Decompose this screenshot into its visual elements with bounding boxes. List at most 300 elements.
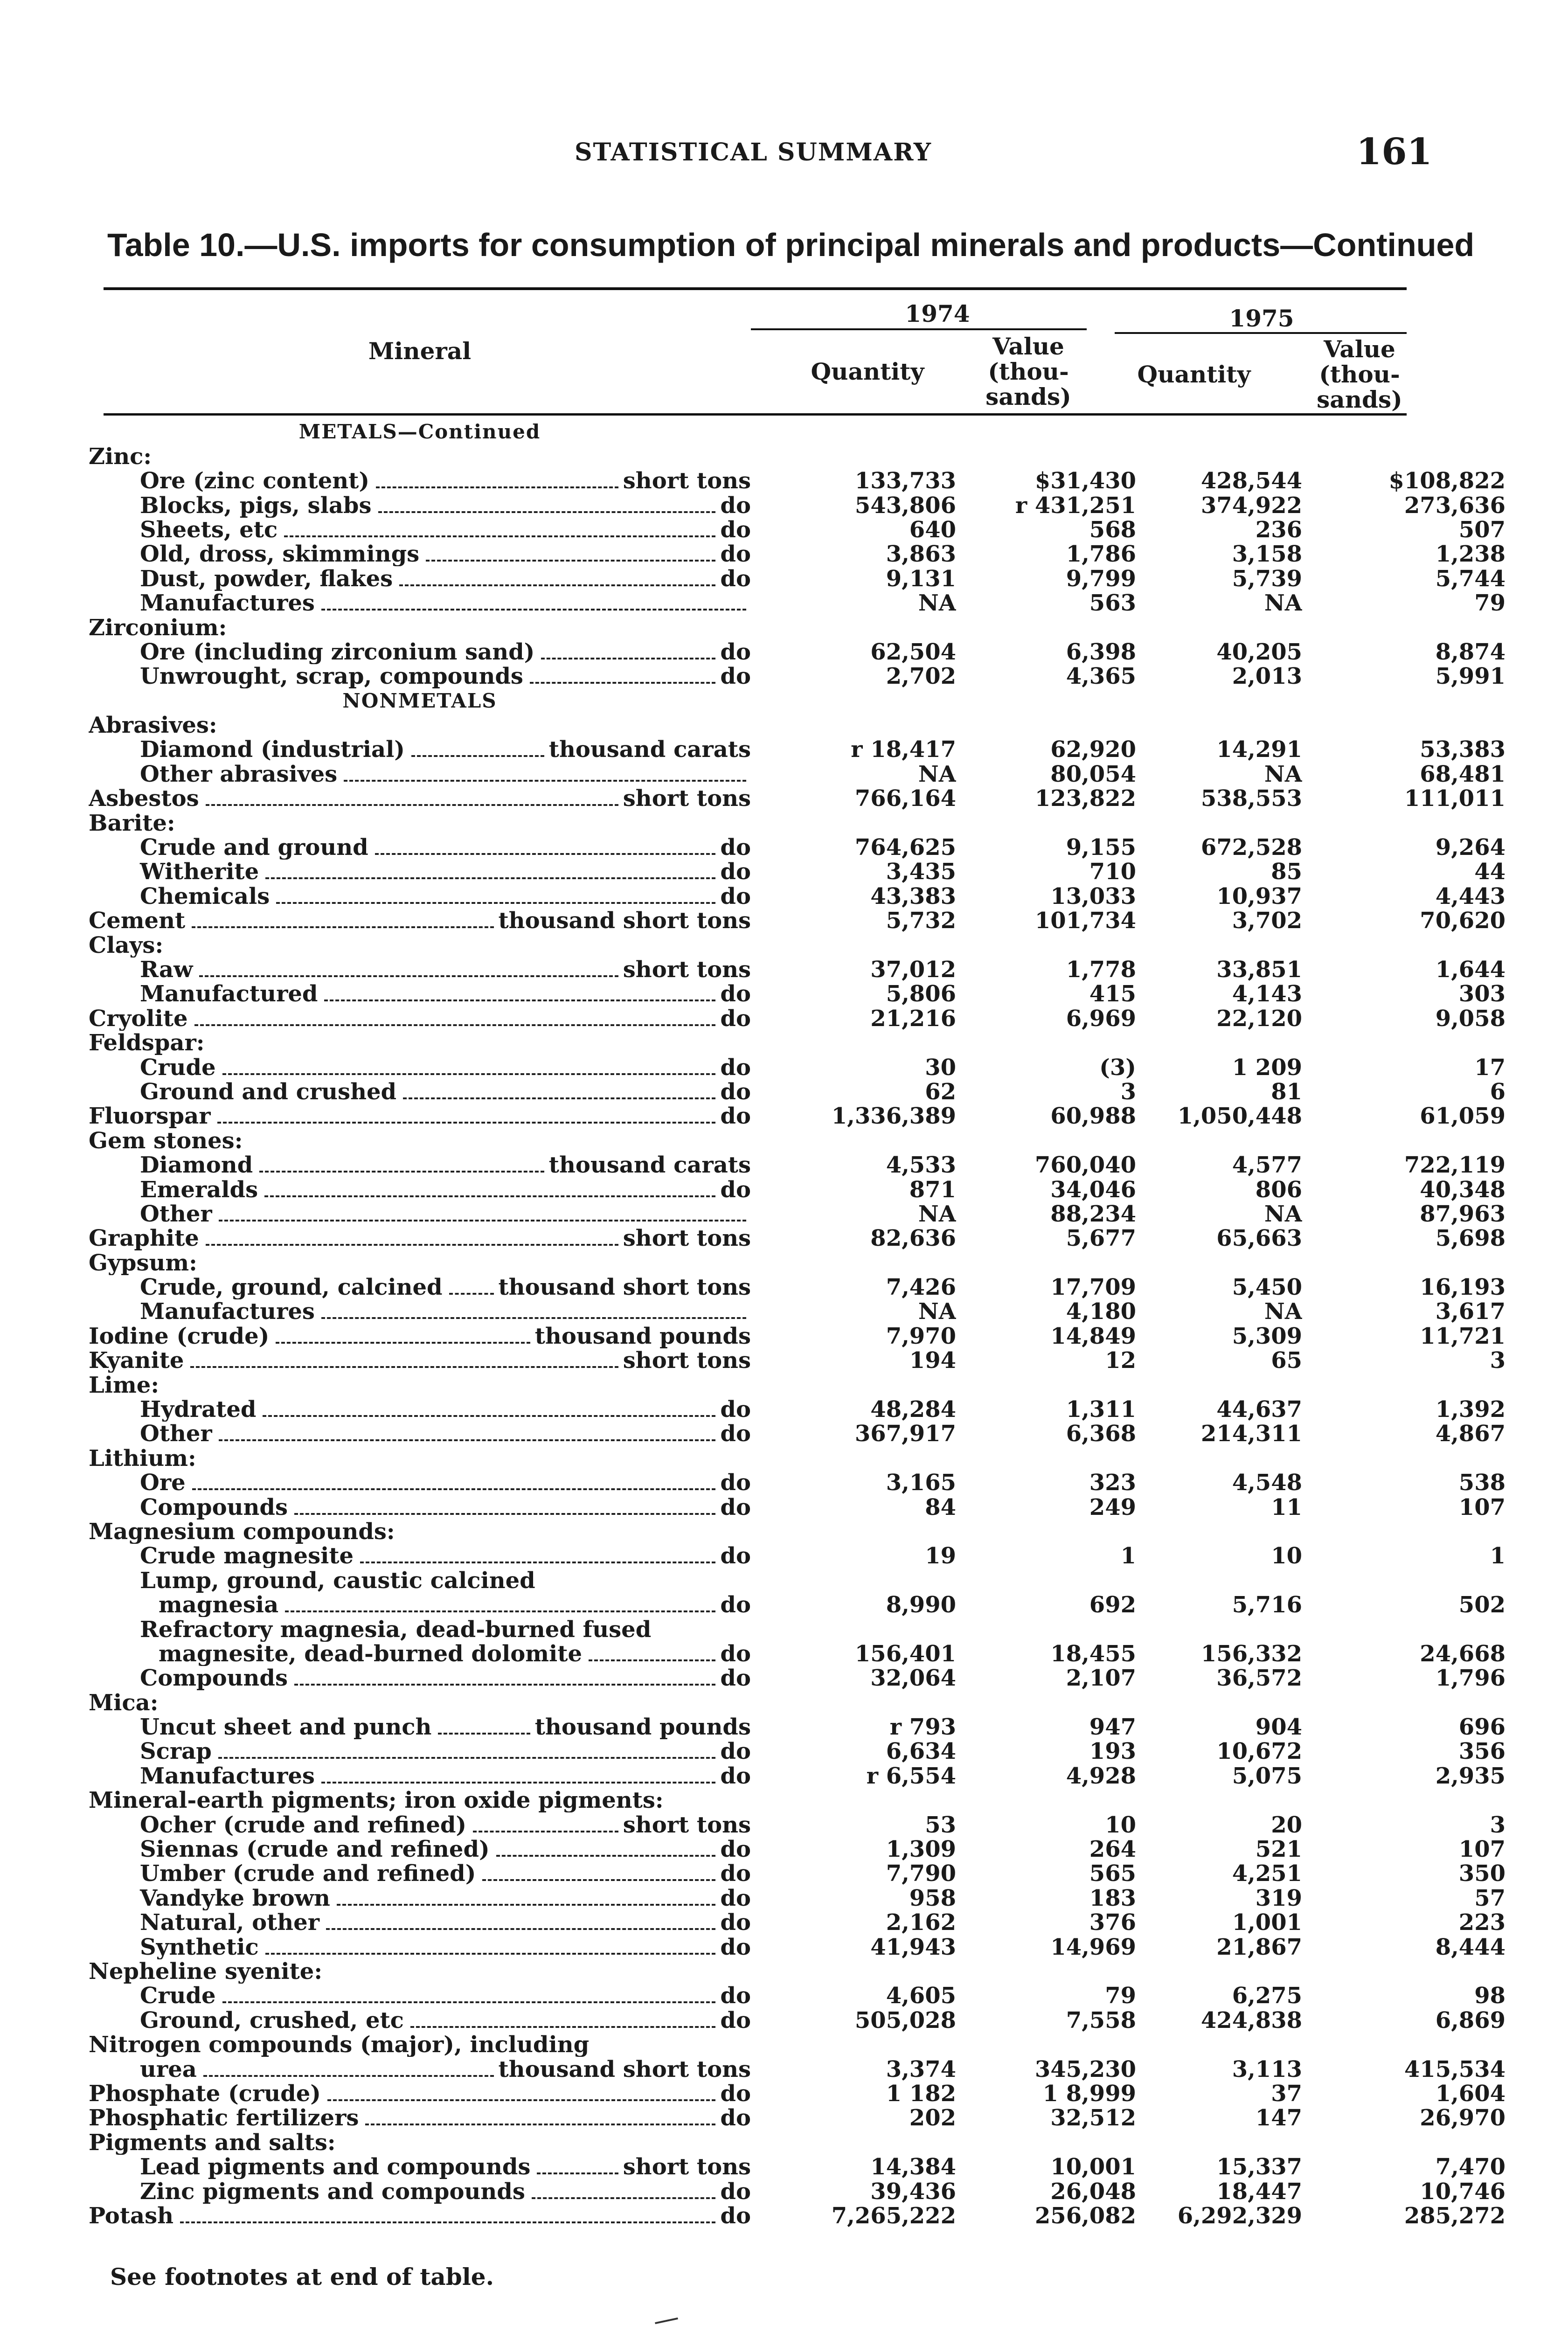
mineral-name: Siennas (crude and refined) — [140, 1837, 490, 1862]
row-label-cell — [89, 1348, 751, 1373]
mineral-name: Ore (including zirconium sand) — [140, 639, 535, 664]
row-label-cell — [89, 420, 751, 444]
value-1974-cell — [956, 1617, 1136, 1641]
row-label-cell — [89, 1177, 751, 1201]
mineral-name: Dust, powder, flakes — [140, 566, 393, 591]
value-1974-cell — [956, 1446, 1136, 1470]
value-1974-cell — [956, 1568, 1136, 1592]
quantity-1975-cell: 6,275 — [1232, 1984, 1302, 2008]
row-label-cell — [89, 688, 751, 713]
table-row-item — [89, 909, 1506, 933]
table-row-item — [89, 982, 1506, 1006]
group-heading: Lithium: — [89, 1446, 196, 1471]
leader-dots — [264, 1195, 715, 1197]
unit-label: do — [720, 2008, 751, 2033]
value-1974-cell: 17,709 — [1050, 1275, 1136, 1300]
footnote: See footnotes at end of table. — [110, 2263, 494, 2290]
mineral-name: Zinc pigments and compounds — [140, 2179, 525, 2204]
mineral-name: Witherite — [140, 860, 259, 884]
row-label-cell — [89, 469, 751, 493]
quantity-1975-cell: 65,663 — [1216, 1226, 1302, 1251]
value-1974-cell: 14,969 — [1050, 1935, 1136, 1959]
value-1974-cell: 123,822 — [1034, 786, 1136, 811]
table-row-item — [89, 1397, 1506, 1422]
mineral-name: Crude magnesite — [140, 1543, 354, 1569]
value-1975-cell — [1302, 444, 1506, 468]
unit-label: do — [720, 1422, 751, 1446]
mineral-name: Sheets, etc — [140, 517, 278, 542]
row-label-cell — [89, 762, 751, 786]
value-1975-cell: 107 — [1458, 1837, 1506, 1862]
value-1974-cell: 710 — [1089, 860, 1136, 884]
value-1975-cell: 722,119 — [1404, 1152, 1506, 1178]
quantity-1974-cell: 48,284 — [870, 1397, 956, 1422]
group-heading: Barite: — [89, 811, 175, 835]
quantity-1974-cell: 766,164 — [854, 786, 956, 811]
quantity-1974-cell: NA — [918, 1201, 956, 1226]
value-1975-cell: 1,392 — [1435, 1397, 1506, 1422]
mineral-name: Diamond — [140, 1152, 253, 1178]
row-label-cell — [89, 1886, 751, 1910]
table-row-item — [89, 1984, 1506, 2008]
mineral-name: Scrap — [140, 1739, 212, 1764]
quantity-1974-cell — [751, 420, 956, 444]
quantity-1974-cell — [751, 688, 956, 713]
unit-label: thousand short tons — [498, 2057, 751, 2082]
leader-dots — [276, 1342, 530, 1344]
mineral-name: Natural, other — [140, 1910, 320, 1935]
table-row-group — [89, 444, 1506, 468]
leader-dots — [532, 2197, 716, 2199]
table-row-item — [89, 1422, 1506, 1446]
mineral-name: Cement — [89, 908, 186, 933]
quantity-1975-cell: 538,553 — [1200, 786, 1302, 811]
row-label-cell — [89, 737, 751, 762]
quantity-1975-cell: 2,013 — [1232, 664, 1302, 689]
group-heading: Zirconium: — [89, 615, 227, 640]
table-row-text — [89, 2033, 1506, 2057]
unit-label: do — [720, 1910, 751, 1935]
unit-label: do — [720, 884, 751, 909]
row-label-cell — [89, 1520, 751, 1544]
row-label-cell — [89, 1446, 751, 1470]
leader-dots — [192, 1488, 716, 1490]
quantity-1974-cell: 37,012 — [870, 957, 956, 982]
value-1974-cell: 256,082 — [1034, 2203, 1136, 2228]
unit-label: do — [720, 1495, 751, 1520]
value-1975-cell: 502 — [1458, 1592, 1506, 1617]
value-1975-cell: 111,011 — [1404, 786, 1506, 811]
quantity-1975-cell: NA — [1264, 762, 1302, 786]
leader-dots — [294, 1513, 715, 1515]
header-value-1974-line3: sands) — [985, 383, 1071, 410]
row-label-cell — [89, 542, 751, 566]
leader-dots — [206, 804, 618, 806]
value-1975-cell: 223 — [1458, 1910, 1506, 1935]
table-row-item — [89, 1837, 1506, 1861]
value-1974-cell: 9,155 — [1066, 835, 1136, 860]
unit-label: do — [720, 541, 751, 567]
row-label-cell — [89, 2057, 751, 2081]
value-1974-cell: 10,001 — [1050, 2154, 1136, 2179]
group-heading: Clays: — [89, 933, 164, 958]
value-1975-cell: 7,470 — [1435, 2154, 1506, 2179]
row-label-cell — [89, 1666, 751, 1690]
group-heading: Mineral-earth pigments; iron oxide pigments: — [89, 1788, 664, 1813]
row-label-cell — [89, 1593, 751, 1617]
table-row-item — [89, 2008, 1506, 2032]
unit-label: do — [720, 1177, 751, 1202]
row-label-cell — [89, 2179, 751, 2203]
row-label-cell — [89, 1324, 751, 1348]
quantity-1974-cell — [751, 1373, 956, 1397]
table-row-item — [89, 1324, 1506, 1348]
quantity-1974-cell: 8,990 — [886, 1592, 956, 1617]
value-1974-cell: 88,234 — [1050, 1201, 1136, 1226]
row-label-cell — [89, 2033, 751, 2057]
row-label-cell — [89, 713, 751, 737]
quantity-1974-cell — [751, 1690, 956, 1714]
leader-dots — [326, 1928, 715, 1930]
value-1975-cell: 5,991 — [1435, 664, 1506, 689]
row-label-cell — [89, 1617, 751, 1641]
value-1974-cell — [956, 1373, 1136, 1397]
value-1975-cell: 8,444 — [1435, 1935, 1506, 1959]
header-value-1974 — [961, 334, 1096, 409]
table-row-item — [89, 1471, 1506, 1495]
row-label-cell — [89, 591, 751, 615]
table-row-item — [89, 786, 1506, 811]
row-label-cell — [89, 1128, 751, 1152]
row-label-cell — [89, 1935, 751, 1959]
value-1974-cell: 79 — [1105, 1984, 1136, 2008]
quantity-1975-cell: NA — [1264, 1201, 1302, 1226]
quantity-1974-cell — [751, 1788, 956, 1812]
table-row-item — [89, 469, 1506, 493]
quantity-1974-cell: 7,426 — [886, 1275, 956, 1300]
table-row-group — [89, 933, 1506, 957]
row-label-cell — [89, 835, 751, 860]
unit-label: short tons — [623, 2154, 751, 2179]
quantity-1974-cell — [751, 2033, 956, 2057]
quantity-1974-cell: 9,131 — [886, 566, 956, 591]
row-label-cell — [89, 1715, 751, 1739]
quantity-1974-cell: NA — [918, 1299, 956, 1324]
quantity-1975-cell — [1136, 615, 1302, 639]
quantity-1974-cell: NA — [918, 590, 956, 616]
quantity-1975-cell: 36,572 — [1216, 1666, 1302, 1691]
table-row-group — [89, 1690, 1506, 1714]
value-1975-cell: 1,796 — [1435, 1666, 1506, 1691]
value-1974-cell: 1,778 — [1066, 957, 1136, 982]
quantity-1975-cell: 1 209 — [1232, 1055, 1302, 1080]
value-1974-cell — [956, 1128, 1136, 1152]
header-quantity-1974: Quantity — [811, 358, 924, 385]
quantity-1974-cell: 871 — [909, 1177, 956, 1202]
quantity-1974-cell: 1 182 — [886, 2081, 956, 2106]
mineral-name: Ocher (crude and refined) — [140, 1812, 467, 1837]
row-label-cell — [89, 1080, 751, 1104]
value-1975-cell — [1302, 420, 1506, 444]
quantity-1974-cell — [751, 1128, 956, 1152]
quantity-1975-cell: 806 — [1255, 1177, 1302, 1202]
value-1975-cell: 3,617 — [1435, 1299, 1506, 1324]
table-title: Table 10.—U.S. imports for consumption of principal minerals and products—Continued — [107, 227, 1475, 263]
table-row-group — [89, 1373, 1506, 1397]
value-1975-cell — [1302, 1959, 1506, 1984]
quantity-1975-cell: 236 — [1255, 517, 1302, 542]
quantity-1975-cell — [1136, 1959, 1302, 1984]
quantity-1975-cell — [1136, 1690, 1302, 1714]
table-row-item — [89, 835, 1506, 860]
row-label-cell — [89, 786, 751, 811]
quantity-1975-cell: 18,447 — [1216, 2179, 1302, 2204]
quantity-1974-cell — [751, 933, 956, 957]
row-label-cell — [89, 982, 751, 1006]
quantity-1975-cell — [1136, 1446, 1302, 1470]
mineral-name: urea — [140, 2057, 197, 2082]
value-1975-cell — [1302, 1128, 1506, 1152]
leader-dots — [438, 1733, 530, 1735]
value-1975-cell: 415,534 — [1404, 2057, 1506, 2082]
row-label-cell — [89, 811, 751, 835]
unit-label: do — [720, 1886, 751, 1910]
quantity-1974-cell: 7,970 — [886, 1324, 956, 1348]
value-1975-cell: 356 — [1458, 1739, 1506, 1764]
table-row-text — [89, 1568, 1506, 1592]
mineral-name: Raw — [140, 957, 193, 982]
quantity-1975-cell: 33,851 — [1216, 957, 1302, 982]
leader-dots — [294, 1684, 715, 1686]
mineral-name: Crude, ground, calcined — [140, 1275, 443, 1300]
quantity-1975-cell — [1136, 1617, 1302, 1641]
quantity-1974-cell — [751, 1250, 956, 1275]
unit-label: short tons — [623, 468, 751, 493]
table-row-section — [89, 420, 1506, 444]
value-1975-cell: 1,238 — [1435, 541, 1506, 567]
row-label-cell — [89, 1422, 751, 1446]
quantity-1975-cell: 65 — [1271, 1348, 1302, 1373]
table-row-section — [89, 688, 1506, 713]
row-label-cell — [89, 884, 751, 908]
quantity-1975-cell: NA — [1264, 1299, 1302, 1324]
top-rule — [104, 287, 1407, 290]
mineral-name: Crude — [140, 1984, 216, 2008]
leader-dots — [449, 1293, 494, 1295]
leader-dots — [194, 1024, 716, 1026]
header-value-1975-line2: (thou- — [1319, 361, 1400, 388]
row-label-cell — [89, 2130, 751, 2154]
table-row-item — [89, 884, 1506, 908]
quantity-1975-cell: 20 — [1271, 1812, 1302, 1837]
quantity-1974-cell — [751, 615, 956, 639]
quantity-1974-cell: 133,733 — [854, 468, 956, 493]
table-row-item — [89, 2179, 1506, 2203]
table-row-item — [89, 737, 1506, 762]
row-label-cell — [89, 566, 751, 590]
table-body — [89, 420, 1506, 2228]
value-1975-cell: 61,059 — [1420, 1104, 1506, 1129]
mineral-name: Crude and ground — [140, 835, 368, 860]
unit-label: do — [720, 2179, 751, 2204]
unit-label: do — [720, 566, 751, 591]
value-1974-cell: 4,928 — [1066, 1763, 1136, 1788]
value-1974-cell — [956, 1250, 1136, 1275]
unit-label: short tons — [623, 1348, 751, 1373]
value-1974-cell — [956, 1788, 1136, 1812]
quantity-1974-cell: 156,401 — [854, 1641, 956, 1666]
mineral-name: Compounds — [140, 1495, 288, 1520]
value-1975-cell: $108,822 — [1388, 468, 1506, 493]
value-1975-cell: 1 — [1490, 1543, 1506, 1569]
value-1974-cell — [956, 2033, 1136, 2057]
value-1974-cell — [956, 713, 1136, 737]
value-1974-cell: 9,799 — [1066, 566, 1136, 591]
imports-table — [89, 420, 1506, 2228]
value-1974-cell: 80,054 — [1050, 762, 1136, 786]
value-1974-cell: 10 — [1105, 1812, 1136, 1837]
quantity-1975-cell: 10,672 — [1216, 1739, 1302, 1764]
row-label-cell — [89, 1690, 751, 1714]
quantity-1975-cell: 1,050,448 — [1177, 1104, 1302, 1129]
unit-label: do — [720, 1079, 751, 1104]
header-bottom-rule — [104, 413, 1407, 416]
table-row-item — [89, 1642, 1506, 1666]
unit-label: do — [720, 639, 751, 664]
value-1974-cell: 32,512 — [1050, 2105, 1136, 2131]
unit-label: do — [720, 981, 751, 1006]
row-label-cell — [89, 1642, 751, 1666]
table-row-item — [89, 1910, 1506, 1935]
value-1974-cell — [956, 615, 1136, 639]
value-1974-cell: 18,455 — [1050, 1641, 1136, 1666]
quantity-1975-cell: 428,544 — [1200, 468, 1302, 493]
mineral-name: Umber (crude and refined) — [140, 1861, 476, 1886]
value-1975-cell: 16,193 — [1420, 1275, 1506, 1300]
table-row-group — [89, 2130, 1506, 2154]
leader-dots — [190, 1366, 618, 1368]
leader-dots — [203, 2075, 494, 2077]
row-label-cell — [89, 1739, 751, 1763]
value-1975-cell: 79 — [1474, 590, 1506, 616]
value-1974-cell: $31,430 — [1034, 468, 1136, 493]
unit-label: do — [720, 835, 751, 860]
value-1974-cell: 1 8,999 — [1042, 2081, 1136, 2106]
value-1975-cell — [1302, 933, 1506, 957]
mineral-name: Manufactured — [140, 981, 318, 1006]
value-1975-cell: 507 — [1458, 517, 1506, 542]
value-1974-cell: 183 — [1089, 1886, 1136, 1910]
row-label-cell — [89, 1299, 751, 1324]
value-1974-cell — [956, 420, 1136, 444]
table-row-item — [89, 1593, 1506, 1617]
quantity-1974-cell: 30 — [925, 1055, 956, 1080]
table-row-text — [89, 1617, 1506, 1641]
group-heading: Nepheline syenite: — [89, 1959, 323, 1984]
value-1975-cell — [1302, 615, 1506, 639]
row-label-cell — [89, 2082, 751, 2106]
quantity-1975-cell: NA — [1264, 590, 1302, 616]
quantity-1975-cell — [1136, 1568, 1302, 1592]
value-1975-cell: 2,935 — [1435, 1763, 1506, 1788]
mineral-name: Synthetic — [140, 1935, 259, 1959]
leader-dots — [410, 2026, 716, 2028]
table-row-item — [89, 1763, 1506, 1788]
quantity-1975-cell: 521 — [1255, 1837, 1302, 1862]
quantity-1975-cell: 22,120 — [1216, 1006, 1302, 1031]
quantity-1974-cell: 5,732 — [886, 908, 956, 933]
table-row-item — [89, 1544, 1506, 1568]
value-1974-cell: 249 — [1089, 1495, 1136, 1520]
row-label-cell — [89, 933, 751, 957]
value-1975-cell: 44 — [1474, 860, 1506, 884]
value-1974-cell: 2,107 — [1066, 1666, 1136, 1691]
table-row-item — [89, 1861, 1506, 1886]
leader-dots — [360, 1562, 715, 1563]
value-1974-cell: 3 — [1120, 1079, 1136, 1104]
quantity-1974-cell: 6,634 — [886, 1739, 956, 1764]
row-label-cell — [89, 640, 751, 664]
value-1975-cell: 350 — [1458, 1861, 1506, 1886]
leader-dots — [537, 2172, 618, 2174]
value-1975-cell: 3 — [1490, 1812, 1506, 1837]
value-1975-cell: 68,481 — [1420, 762, 1506, 786]
table-row-group — [89, 713, 1506, 737]
row-label-cell — [89, 2204, 751, 2228]
table-row-item — [89, 664, 1506, 688]
unit-label: do — [720, 2105, 751, 2131]
value-1974-cell: 101,734 — [1034, 908, 1136, 933]
value-1975-cell — [1302, 713, 1506, 737]
value-1974-cell: 568 — [1089, 517, 1136, 542]
row-label-cell — [89, 493, 751, 517]
quantity-1974-cell: 640 — [909, 517, 956, 542]
quantity-1974-cell — [751, 713, 956, 737]
pen-mark — [655, 2318, 678, 2324]
leader-dots — [285, 1610, 715, 1612]
quantity-1974-cell: r 18,417 — [851, 737, 956, 762]
unit-label: do — [720, 1837, 751, 1862]
row-label-cell — [89, 1837, 751, 1861]
value-1975-cell — [1302, 1446, 1506, 1470]
row-label-cell — [89, 2008, 751, 2032]
leader-dots — [265, 877, 715, 879]
quantity-1975-cell: 424,838 — [1200, 2008, 1302, 2033]
quantity-1974-cell: 62,504 — [870, 639, 956, 664]
mineral-name: Ground and crushed — [140, 1079, 397, 1104]
quantity-1974-cell: 764,625 — [854, 835, 956, 860]
quantity-1974-cell: 3,435 — [886, 860, 956, 884]
table-row-item — [89, 518, 1506, 542]
quantity-1975-cell — [1136, 688, 1302, 713]
unit-label: thousand pounds — [534, 1714, 751, 1740]
row-label-cell — [89, 860, 751, 884]
table-row-item — [89, 1177, 1506, 1201]
quantity-1975-cell: 21,867 — [1216, 1935, 1302, 1959]
quantity-1974-cell: 7,790 — [886, 1861, 956, 1886]
value-1974-cell — [956, 1959, 1136, 1984]
value-1975-cell: 5,744 — [1435, 566, 1506, 591]
unit-label: do — [720, 1470, 751, 1495]
quantity-1974-cell: 7,265,222 — [831, 2203, 956, 2228]
unit-label: do — [720, 1055, 751, 1080]
value-1975-cell — [1302, 1373, 1506, 1397]
value-1974-cell: 323 — [1089, 1470, 1136, 1495]
table-row-item — [89, 1104, 1506, 1128]
leader-dots — [324, 999, 715, 1001]
quantity-1974-cell: 32,064 — [870, 1666, 956, 1691]
leader-dots — [344, 780, 746, 782]
